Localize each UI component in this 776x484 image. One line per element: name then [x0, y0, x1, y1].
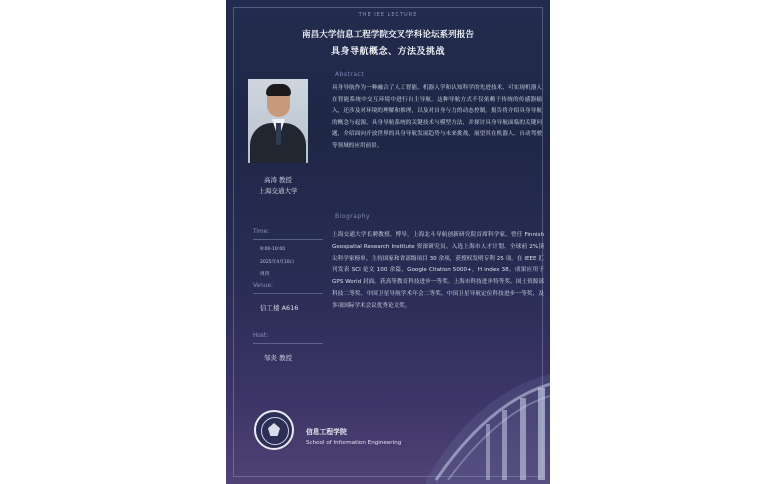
- abstract-heading: Abstract: [335, 71, 365, 78]
- poster-title: 南昌大学信息工程学院交叉学科论坛系列报告: [302, 30, 474, 40]
- lecture-title: 具身导航概念、方法及挑战: [330, 47, 445, 57]
- abstract-text: 具身导航作为一种融合了人工智能、机器人学和认知科学的先进技术，可实现机器人在智能系统中交互环境中进行自主导航。这种导航方式不仅依赖于传统的传感器输入，还涉及对环境的理解和推理，以及对自身与力的动态控制。报告将介绍具身导航的概念与起源，具身导航系统的关键技术与模型方法，并探讨具身导航面临的关键问题，介绍面向开放世界的具身导航发展趋势与未来挑战，展望其在机器人、自动驾驶等领域的应用前景。: [332, 85, 542, 149]
- speaker-photo: [248, 79, 308, 163]
- bridge-illustration: [426, 368, 550, 484]
- venue-divider: [253, 293, 323, 294]
- school-logo: [254, 410, 294, 450]
- lecture-poster: [226, 0, 550, 484]
- speaker-affiliation: 上海交通大学: [258, 187, 298, 195]
- biography-text: 上海交通大学长聘教授、博导，上海北斗导航创新研究院首席科学家。曾任 Finnish Geospatial Research Institute 资深研究员。入选上海市人才计划、全球前 2%顶尖科学家榜单。主持国家和省部级项目 30 余项，获授权发明专利 25 项。在 IEEE 汇刊发表 SCI 论文 100 余篇，Google Citation 5000+，H index 38。成果应用于 GPS World 封面。获高等教育科技进步一等奖、上海市科技进步特等奖、国土资源部科技二等奖、中国卫星导航学术年会二等奖、中国卫星导航定位科技进步一等奖，及多项国际学术会议优秀论文奖。: [332, 232, 544, 309]
- host-label: Host:: [253, 333, 269, 339]
- time-date: 2025年4月10日: [260, 260, 295, 265]
- speaker-info: [248, 175, 308, 197]
- host-divider: [253, 343, 323, 344]
- venue-value: 信工楼 A616: [260, 304, 299, 312]
- series-label: THE IEE LECTURE: [358, 12, 418, 18]
- school-name-en: School of Information Engineering: [306, 440, 402, 446]
- school-name-cn: 信息工程学院: [306, 428, 347, 436]
- time-weekday: 周四: [260, 272, 270, 277]
- host-value: 邹炎 教授: [264, 354, 293, 362]
- time-hours: 9:00-10:00: [260, 247, 286, 252]
- speaker-name: 高涛 教授: [263, 176, 293, 184]
- venue-label: Venue:: [253, 283, 273, 289]
- time-divider: [253, 239, 323, 240]
- time-label: Time:: [253, 229, 270, 235]
- biography-heading: Biography: [335, 213, 371, 220]
